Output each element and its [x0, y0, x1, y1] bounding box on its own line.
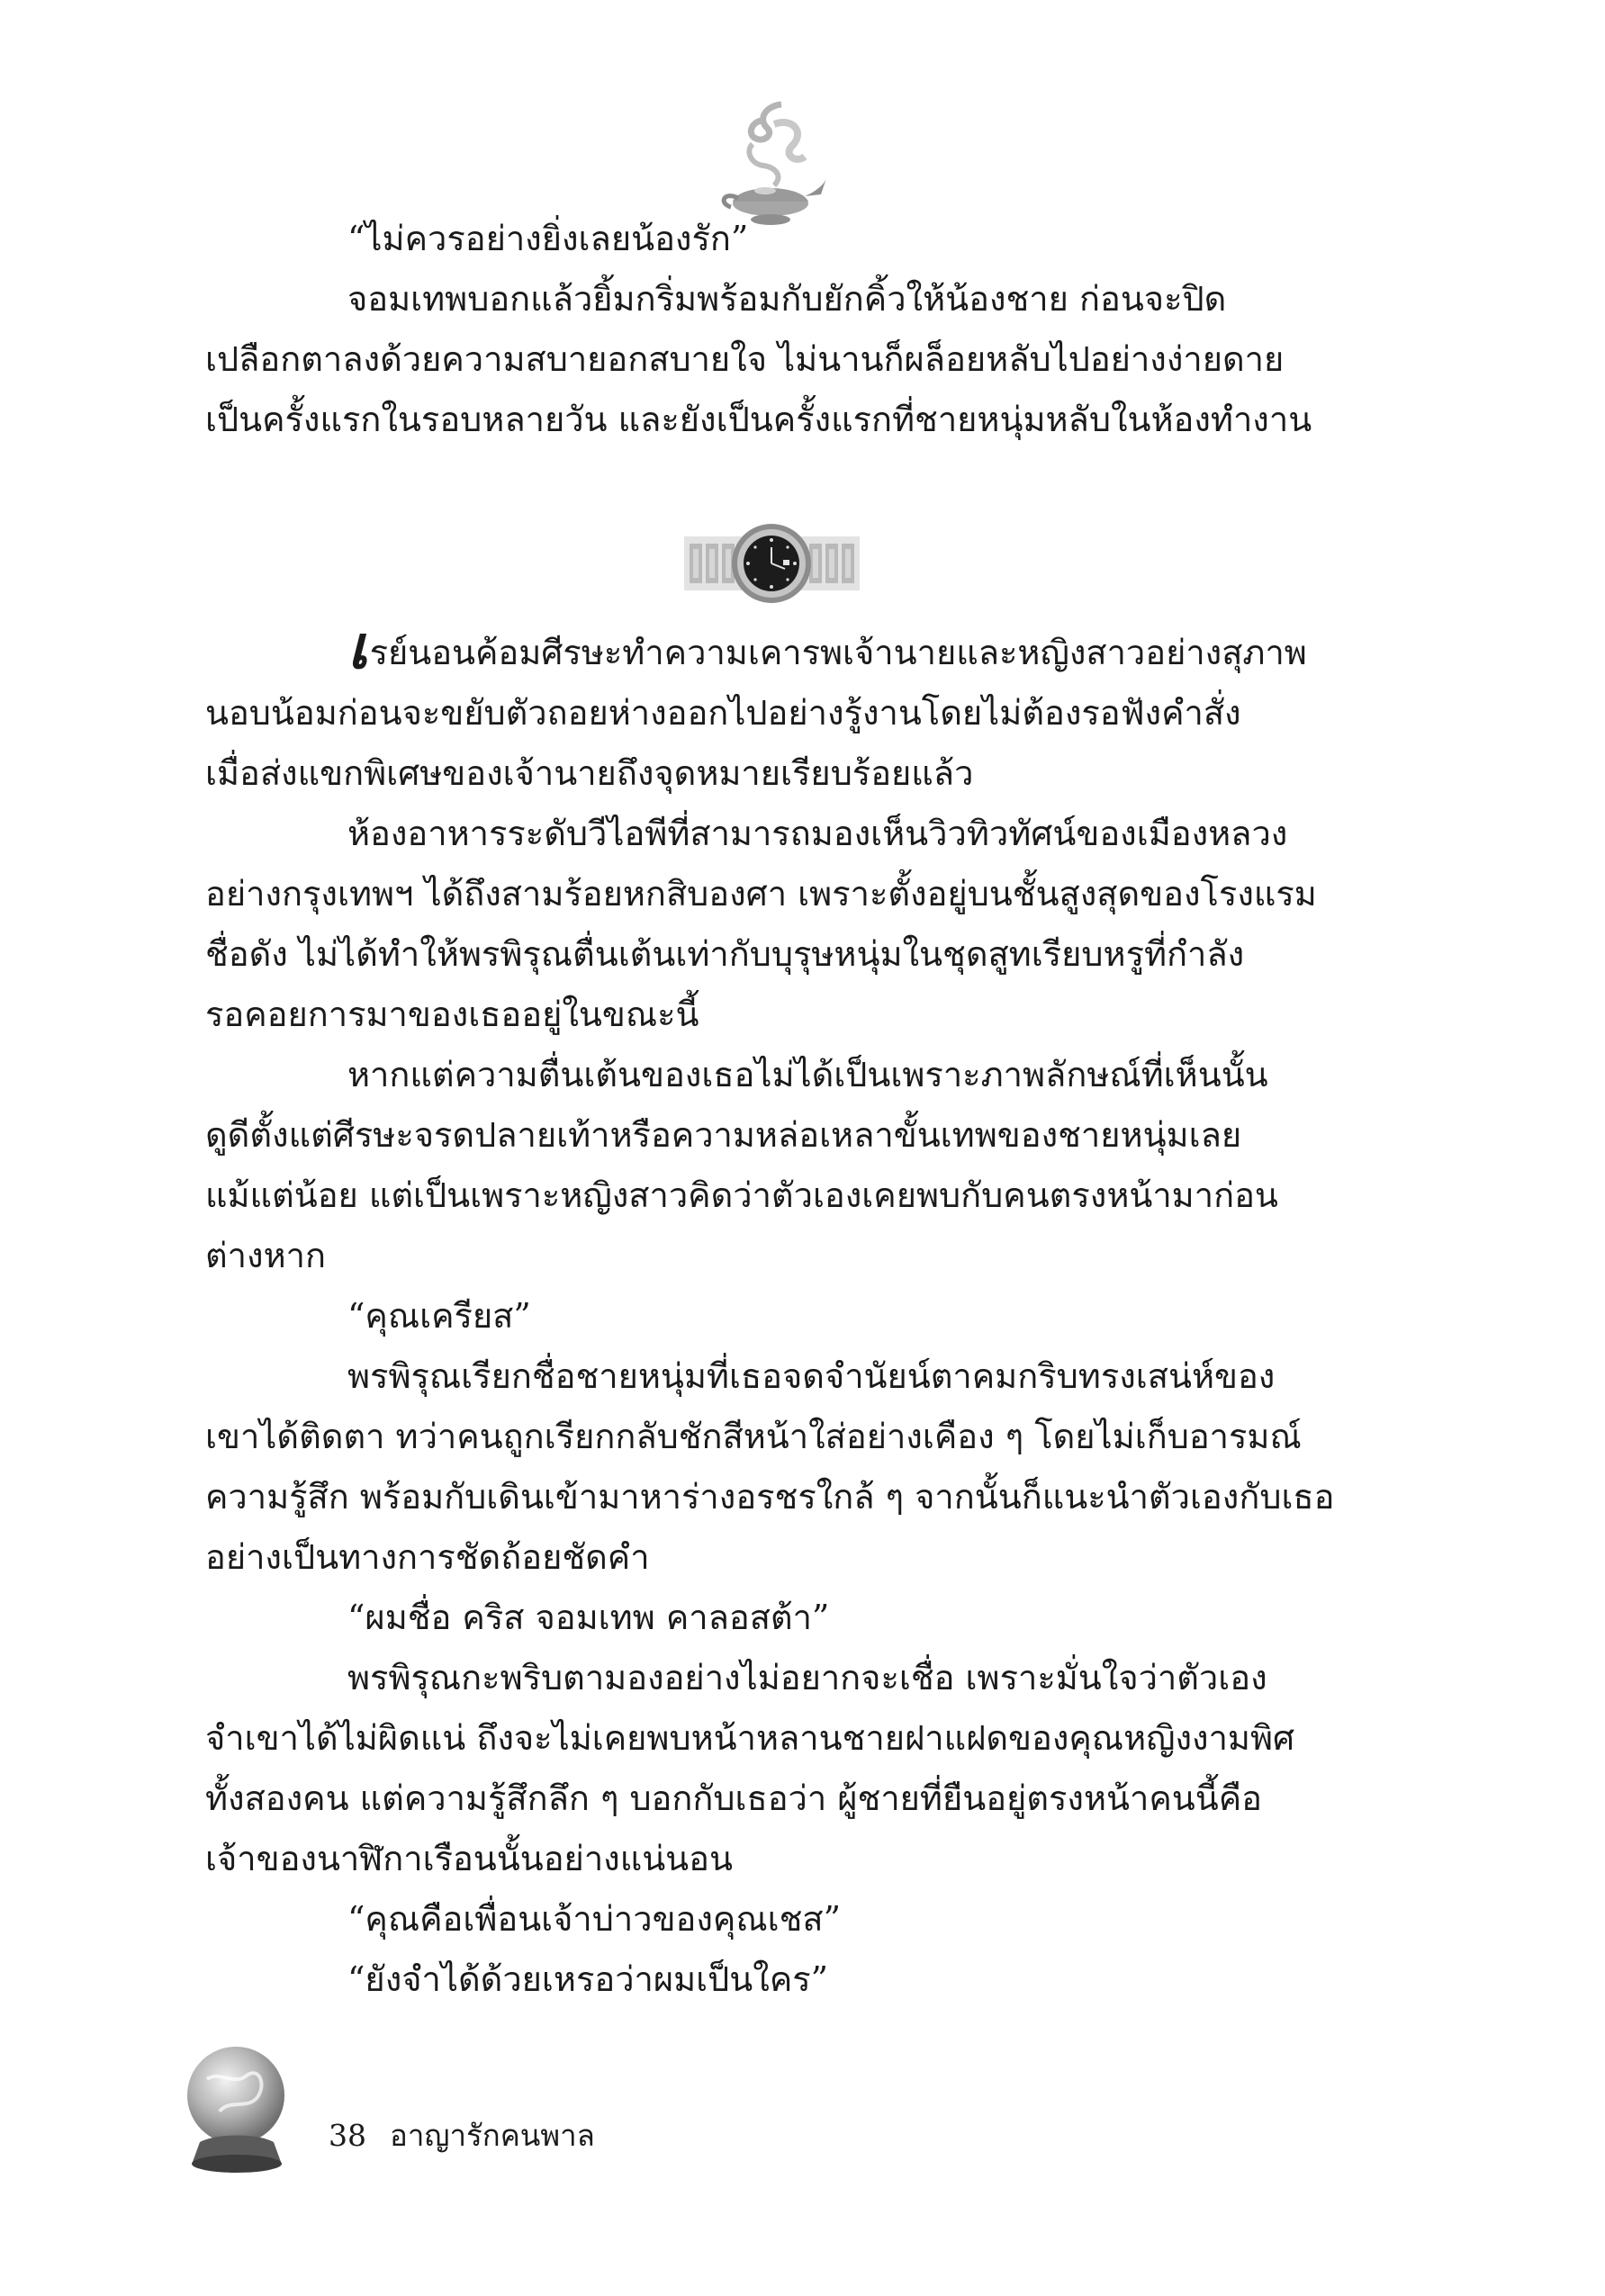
paragraph-line: พรพิรุณเรียกชื่อชายหนุ่มที่เธอจดจำนัยน์ตาคมกริบทรงเสน่ห์ของ [347, 1356, 1276, 1396]
paragraph-line: พรพิรุณกะพริบตามองอย่างไม่อยากจะเชื่อ เพราะมั่นใจว่าตัวเอง [347, 1658, 1267, 1697]
paragraph-line [205, 612, 1335, 683]
paragraph-line: อย่างเป็นทางการชัดถ้อยชัดคำ [205, 1537, 650, 1577]
dialogue-line: “คุณคือเพื่อนเจ้าบ่าวของคุณเชส” [347, 1899, 841, 1939]
paragraph-line: ทั้งสองคน แต่ความรู้สึกลึก ๆ บอกกับเธอว่า ผู้ชายที่ยืนอยู่ตรงหน้าคนนี้คือ [205, 1778, 1262, 1818]
paragraph-line: ต่างหาก [205, 1236, 326, 1275]
crystal-ball-icon [180, 2043, 297, 2178]
main-passage [205, 612, 1335, 2010]
paragraph-line: ดูดีตั้งแต่ศีรษะจรดปลายเท้าหรือความหล่อเหลาขั้นเทพของชายหนุ่มเลย [205, 1115, 1242, 1155]
paragraph-line: เมื่อส่งแขกพิเศษของเจ้านายถึงจุดหมายเรียบร้อยแล้ว [205, 753, 974, 793]
paragraph-line: แม้แต่น้อย แต่เป็นเพราะหญิงสาวคิดว่าตัวเองเคยพบกับคนตรงหน้ามาก่อน [205, 1175, 1278, 1215]
paragraph-line: จอมเทพบอกแล้วยิ้มกริ่มพร้อมกับยักคิ้วให้น้องชาย ก่อนจะปิด [347, 279, 1227, 319]
paragraph-line: อย่างกรุงเทพฯ ได้ถึงสามร้อยหกสิบองศา เพราะตั้งอยู่บนชั้นสูงสุดของโรงแรม [205, 874, 1317, 914]
paragraph-line: หากแต่ความตื่นเต้นของเธอไม่ได้เป็นเพราะภาพลักษณ์ที่เห็นนั้น [347, 1055, 1268, 1094]
paragraph-line: จำเขาได้ไม่ผิดแน่ ถึงจะไม่เคยพบหน้าหลานชายฝาแฝดของคุณหญิงงามพิศ [205, 1718, 1295, 1758]
drop-cap: เ [347, 612, 368, 682]
dialogue-line: “ผมชื่อ คริส จอมเทพ คาลอสต้า” [347, 1598, 830, 1637]
dialogue-line: “ไม่ควรอย่างยิ่งเลยน้องรัก” [347, 219, 749, 258]
paragraph-line: นอบน้อมก่อนจะขยับตัวถอยห่างออกไปอย่างรู้งานโดยไม่ต้องรอฟังคำสั่ง [205, 693, 1241, 733]
paragraph-line: เปลือกตาลงด้วยความสบายอกสบายใจ ไม่นานก็ผล็อยหลับไปอย่างง่ายดาย [205, 339, 1285, 379]
dialogue-line: “ยังจำได้ด้วยเหรอว่าผมเป็นใคร” [347, 1959, 829, 1999]
page-footer [329, 2111, 595, 2159]
paragraph-line: รอคอยการมาของเธออยู่ในขณะนี้ [205, 995, 699, 1034]
book-title: อาญารักคนพาล [390, 2118, 595, 2153]
paragraph-line: ชื่อดัง ไม่ได้ทำให้พรพิรุณตื่นเต้นเท่ากับบุรุษหนุ่มในชุดสูทเรียบหรูที่กำลัง [205, 934, 1245, 974]
paragraph-line: ห้องอาหารระดับวีไอพีที่สามารถมองเห็นวิวทิวทัศน์ของเมืองหลวง [347, 814, 1288, 853]
page-number: 38 [329, 2118, 366, 2153]
paragraph-line: เป็นครั้งแรกในรอบหลายวัน และยังเป็นครั้งแรกที่ชายหนุ่มหลับในห้องทำงาน [205, 400, 1312, 439]
paragraph-line: ความรู้สึก พร้อมกับเดินเข้ามาหาร่างอรชรใกล้ ๆ จากนั้นก็แนะนำตัวเองกับเธอ [205, 1477, 1335, 1517]
wristwatch-icon [684, 520, 860, 606]
paragraph-line: เขาได้ติดตา ทว่าคนถูกเรียกกลับชักสีหน้าใส่อย่างเคือง ๆ โดยไม่เก็บอารมณ์ [205, 1417, 1302, 1456]
paragraph-line-text: รย์นอนค้อมศีรษะทำความเคารพเจ้านายและหญิงสาวอย่างสุภาพ [369, 633, 1307, 672]
opening-passage [205, 209, 1335, 450]
paragraph-line: เจ้าของนาฬิกาเรือนนั้นอย่างแน่นอน [205, 1839, 733, 1878]
dialogue-line: “คุณเครียส” [347, 1296, 531, 1336]
